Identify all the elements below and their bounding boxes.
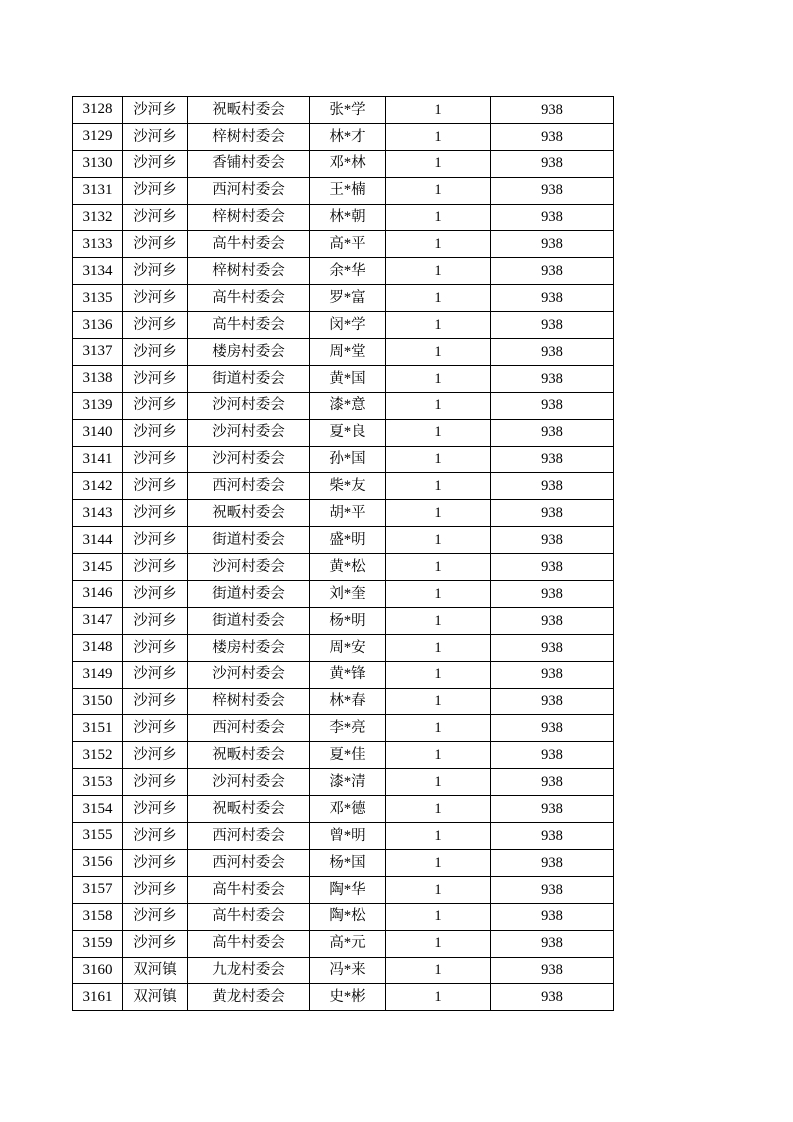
- village-committee-cell: 西河村委会: [188, 849, 310, 876]
- person-name-cell: 柴*友: [310, 473, 386, 500]
- amount-cell: 938: [491, 823, 614, 850]
- town-cell: 沙河乡: [123, 312, 188, 339]
- row-number-cell: 3141: [73, 446, 123, 473]
- person-name-cell: 高*元: [310, 930, 386, 957]
- person-name-cell: 李*亮: [310, 715, 386, 742]
- person-name-cell: 张*学: [310, 97, 386, 124]
- amount-cell: 938: [491, 285, 614, 312]
- village-committee-cell: 梓树村委会: [188, 688, 310, 715]
- village-committee-cell: 祝畈村委会: [188, 97, 310, 124]
- town-cell: 沙河乡: [123, 903, 188, 930]
- person-name-cell: 邓*林: [310, 150, 386, 177]
- table-row: [73, 231, 614, 258]
- village-committee-cell: 高牛村委会: [188, 231, 310, 258]
- amount-cell: 938: [491, 849, 614, 876]
- person-name-cell: 王*楠: [310, 177, 386, 204]
- count-cell: 1: [386, 285, 491, 312]
- table-row: [73, 123, 614, 150]
- amount-cell: 938: [491, 984, 614, 1011]
- amount-cell: 938: [491, 365, 614, 392]
- count-cell: 1: [386, 903, 491, 930]
- row-number-cell: 3140: [73, 419, 123, 446]
- row-number-cell: 3130: [73, 150, 123, 177]
- village-committee-cell: 街道村委会: [188, 527, 310, 554]
- table-row: [73, 742, 614, 769]
- person-name-cell: 邓*德: [310, 796, 386, 823]
- village-committee-cell: 九龙村委会: [188, 957, 310, 984]
- row-number-cell: 3128: [73, 97, 123, 124]
- amount-cell: 938: [491, 527, 614, 554]
- town-cell: 沙河乡: [123, 930, 188, 957]
- count-cell: 1: [386, 661, 491, 688]
- roster-table: [72, 96, 614, 1011]
- village-committee-cell: 西河村委会: [188, 473, 310, 500]
- row-number-cell: 3133: [73, 231, 123, 258]
- village-committee-cell: 楼房村委会: [188, 339, 310, 366]
- count-cell: 1: [386, 339, 491, 366]
- row-number-cell: 3146: [73, 581, 123, 608]
- amount-cell: 938: [491, 339, 614, 366]
- amount-cell: 938: [491, 581, 614, 608]
- count-cell: 1: [386, 984, 491, 1011]
- row-number-cell: 3129: [73, 123, 123, 150]
- amount-cell: 938: [491, 204, 614, 231]
- count-cell: 1: [386, 930, 491, 957]
- count-cell: 1: [386, 823, 491, 850]
- table-row: [73, 796, 614, 823]
- row-number-cell: 3153: [73, 769, 123, 796]
- person-name-cell: 杨*明: [310, 607, 386, 634]
- table-row: [73, 204, 614, 231]
- person-name-cell: 黄*国: [310, 365, 386, 392]
- count-cell: 1: [386, 742, 491, 769]
- village-committee-cell: 梓树村委会: [188, 258, 310, 285]
- amount-cell: 938: [491, 688, 614, 715]
- row-number-cell: 3148: [73, 634, 123, 661]
- amount-cell: 938: [491, 769, 614, 796]
- table-row: [73, 419, 614, 446]
- table-row: [73, 312, 614, 339]
- amount-cell: 938: [491, 957, 614, 984]
- table-row: [73, 554, 614, 581]
- person-name-cell: 夏*良: [310, 419, 386, 446]
- town-cell: 沙河乡: [123, 123, 188, 150]
- town-cell: 沙河乡: [123, 554, 188, 581]
- count-cell: 1: [386, 231, 491, 258]
- village-committee-cell: 沙河村委会: [188, 419, 310, 446]
- amount-cell: 938: [491, 903, 614, 930]
- town-cell: 沙河乡: [123, 796, 188, 823]
- count-cell: 1: [386, 446, 491, 473]
- row-number-cell: 3150: [73, 688, 123, 715]
- town-cell: 沙河乡: [123, 823, 188, 850]
- village-committee-cell: 西河村委会: [188, 715, 310, 742]
- amount-cell: 938: [491, 500, 614, 527]
- town-cell: 沙河乡: [123, 581, 188, 608]
- person-name-cell: 周*安: [310, 634, 386, 661]
- town-cell: 沙河乡: [123, 419, 188, 446]
- village-committee-cell: 黄龙村委会: [188, 984, 310, 1011]
- table-row: [73, 446, 614, 473]
- row-number-cell: 3143: [73, 500, 123, 527]
- town-cell: 沙河乡: [123, 258, 188, 285]
- town-cell: 沙河乡: [123, 97, 188, 124]
- person-name-cell: 孙*国: [310, 446, 386, 473]
- town-cell: 沙河乡: [123, 285, 188, 312]
- village-committee-cell: 街道村委会: [188, 607, 310, 634]
- town-cell: 沙河乡: [123, 365, 188, 392]
- row-number-cell: 3147: [73, 607, 123, 634]
- table-row: [73, 150, 614, 177]
- row-number-cell: 3151: [73, 715, 123, 742]
- person-name-cell: 罗*富: [310, 285, 386, 312]
- table-row: [73, 823, 614, 850]
- village-committee-cell: 高牛村委会: [188, 312, 310, 339]
- row-number-cell: 3154: [73, 796, 123, 823]
- amount-cell: 938: [491, 123, 614, 150]
- village-committee-cell: 街道村委会: [188, 581, 310, 608]
- town-cell: 沙河乡: [123, 231, 188, 258]
- count-cell: 1: [386, 97, 491, 124]
- table-body: [73, 97, 614, 1011]
- count-cell: 1: [386, 715, 491, 742]
- village-committee-cell: 香铺村委会: [188, 150, 310, 177]
- amount-cell: 938: [491, 876, 614, 903]
- village-committee-cell: 高牛村委会: [188, 285, 310, 312]
- count-cell: 1: [386, 123, 491, 150]
- count-cell: 1: [386, 957, 491, 984]
- person-name-cell: 盛*明: [310, 527, 386, 554]
- person-name-cell: 漆*清: [310, 769, 386, 796]
- person-name-cell: 余*华: [310, 258, 386, 285]
- amount-cell: 938: [491, 419, 614, 446]
- person-name-cell: 林*才: [310, 123, 386, 150]
- village-committee-cell: 沙河村委会: [188, 661, 310, 688]
- count-cell: 1: [386, 258, 491, 285]
- amount-cell: 938: [491, 742, 614, 769]
- village-committee-cell: 祝畈村委会: [188, 742, 310, 769]
- row-number-cell: 3137: [73, 339, 123, 366]
- person-name-cell: 夏*佳: [310, 742, 386, 769]
- row-number-cell: 3131: [73, 177, 123, 204]
- amount-cell: 938: [491, 392, 614, 419]
- row-number-cell: 3160: [73, 957, 123, 984]
- table-row: [73, 769, 614, 796]
- town-cell: 沙河乡: [123, 392, 188, 419]
- town-cell: 沙河乡: [123, 500, 188, 527]
- table-row: [73, 473, 614, 500]
- count-cell: 1: [386, 634, 491, 661]
- person-name-cell: 黄*锋: [310, 661, 386, 688]
- table-row: [73, 339, 614, 366]
- village-committee-cell: 祝畈村委会: [188, 796, 310, 823]
- town-cell: 沙河乡: [123, 204, 188, 231]
- amount-cell: 938: [491, 930, 614, 957]
- count-cell: 1: [386, 392, 491, 419]
- count-cell: 1: [386, 554, 491, 581]
- amount-cell: 938: [491, 634, 614, 661]
- row-number-cell: 3138: [73, 365, 123, 392]
- amount-cell: 938: [491, 607, 614, 634]
- count-cell: 1: [386, 688, 491, 715]
- person-name-cell: 高*平: [310, 231, 386, 258]
- amount-cell: 938: [491, 661, 614, 688]
- town-cell: 沙河乡: [123, 769, 188, 796]
- amount-cell: 938: [491, 715, 614, 742]
- count-cell: 1: [386, 849, 491, 876]
- person-name-cell: 史*彬: [310, 984, 386, 1011]
- person-name-cell: 林*朝: [310, 204, 386, 231]
- person-name-cell: 胡*平: [310, 500, 386, 527]
- count-cell: 1: [386, 500, 491, 527]
- town-cell: 沙河乡: [123, 688, 188, 715]
- person-name-cell: 漆*意: [310, 392, 386, 419]
- town-cell: 沙河乡: [123, 634, 188, 661]
- table-row: [73, 661, 614, 688]
- town-cell: 沙河乡: [123, 742, 188, 769]
- table-row: [73, 849, 614, 876]
- table-row: [73, 903, 614, 930]
- village-committee-cell: 沙河村委会: [188, 554, 310, 581]
- row-number-cell: 3135: [73, 285, 123, 312]
- village-committee-cell: 西河村委会: [188, 177, 310, 204]
- town-cell: 沙河乡: [123, 607, 188, 634]
- table-row: [73, 984, 614, 1011]
- table-row: [73, 177, 614, 204]
- table-row: [73, 634, 614, 661]
- person-name-cell: 刘*奎: [310, 581, 386, 608]
- person-name-cell: 陶*华: [310, 876, 386, 903]
- table-row: [73, 876, 614, 903]
- village-committee-cell: 楼房村委会: [188, 634, 310, 661]
- table-row: [73, 715, 614, 742]
- village-committee-cell: 西河村委会: [188, 823, 310, 850]
- town-cell: 沙河乡: [123, 446, 188, 473]
- row-number-cell: 3142: [73, 473, 123, 500]
- person-name-cell: 周*堂: [310, 339, 386, 366]
- count-cell: 1: [386, 365, 491, 392]
- row-number-cell: 3161: [73, 984, 123, 1011]
- row-number-cell: 3159: [73, 930, 123, 957]
- count-cell: 1: [386, 204, 491, 231]
- village-committee-cell: 沙河村委会: [188, 392, 310, 419]
- count-cell: 1: [386, 527, 491, 554]
- row-number-cell: 3149: [73, 661, 123, 688]
- village-committee-cell: 祝畈村委会: [188, 500, 310, 527]
- amount-cell: 938: [491, 231, 614, 258]
- table-row: [73, 258, 614, 285]
- count-cell: 1: [386, 607, 491, 634]
- village-committee-cell: 高牛村委会: [188, 903, 310, 930]
- count-cell: 1: [386, 876, 491, 903]
- village-committee-cell: 沙河村委会: [188, 446, 310, 473]
- row-number-cell: 3155: [73, 823, 123, 850]
- row-number-cell: 3145: [73, 554, 123, 581]
- count-cell: 1: [386, 796, 491, 823]
- amount-cell: 938: [491, 150, 614, 177]
- table-row: [73, 97, 614, 124]
- village-committee-cell: 高牛村委会: [188, 930, 310, 957]
- village-committee-cell: 梓树村委会: [188, 123, 310, 150]
- table-row: [73, 285, 614, 312]
- village-committee-cell: 街道村委会: [188, 365, 310, 392]
- table-row: [73, 500, 614, 527]
- count-cell: 1: [386, 177, 491, 204]
- table-row: [73, 930, 614, 957]
- person-name-cell: 杨*国: [310, 849, 386, 876]
- amount-cell: 938: [491, 258, 614, 285]
- amount-cell: 938: [491, 97, 614, 124]
- person-name-cell: 闵*学: [310, 312, 386, 339]
- town-cell: 沙河乡: [123, 715, 188, 742]
- amount-cell: 938: [491, 312, 614, 339]
- amount-cell: 938: [491, 554, 614, 581]
- table-row: [73, 365, 614, 392]
- town-cell: 沙河乡: [123, 473, 188, 500]
- table-row: [73, 957, 614, 984]
- person-name-cell: 陶*松: [310, 903, 386, 930]
- town-cell: 沙河乡: [123, 150, 188, 177]
- table-row: [73, 392, 614, 419]
- person-name-cell: 林*春: [310, 688, 386, 715]
- row-number-cell: 3144: [73, 527, 123, 554]
- table-row: [73, 688, 614, 715]
- count-cell: 1: [386, 769, 491, 796]
- person-name-cell: 冯*来: [310, 957, 386, 984]
- village-committee-cell: 高牛村委会: [188, 876, 310, 903]
- table-row: [73, 581, 614, 608]
- row-number-cell: 3134: [73, 258, 123, 285]
- amount-cell: 938: [491, 796, 614, 823]
- row-number-cell: 3136: [73, 312, 123, 339]
- count-cell: 1: [386, 150, 491, 177]
- person-name-cell: 曾*明: [310, 823, 386, 850]
- row-number-cell: 3157: [73, 876, 123, 903]
- table-row: [73, 607, 614, 634]
- town-cell: 沙河乡: [123, 661, 188, 688]
- row-number-cell: 3152: [73, 742, 123, 769]
- count-cell: 1: [386, 473, 491, 500]
- row-number-cell: 3158: [73, 903, 123, 930]
- person-name-cell: 黄*松: [310, 554, 386, 581]
- row-number-cell: 3156: [73, 849, 123, 876]
- town-cell: 沙河乡: [123, 527, 188, 554]
- town-cell: 沙河乡: [123, 177, 188, 204]
- village-committee-cell: 沙河村委会: [188, 769, 310, 796]
- count-cell: 1: [386, 312, 491, 339]
- town-cell: 双河镇: [123, 957, 188, 984]
- amount-cell: 938: [491, 446, 614, 473]
- town-cell: 双河镇: [123, 984, 188, 1011]
- town-cell: 沙河乡: [123, 876, 188, 903]
- town-cell: 沙河乡: [123, 339, 188, 366]
- table-row: [73, 527, 614, 554]
- count-cell: 1: [386, 581, 491, 608]
- amount-cell: 938: [491, 473, 614, 500]
- row-number-cell: 3132: [73, 204, 123, 231]
- town-cell: 沙河乡: [123, 849, 188, 876]
- village-committee-cell: 梓树村委会: [188, 204, 310, 231]
- row-number-cell: 3139: [73, 392, 123, 419]
- amount-cell: 938: [491, 177, 614, 204]
- count-cell: 1: [386, 419, 491, 446]
